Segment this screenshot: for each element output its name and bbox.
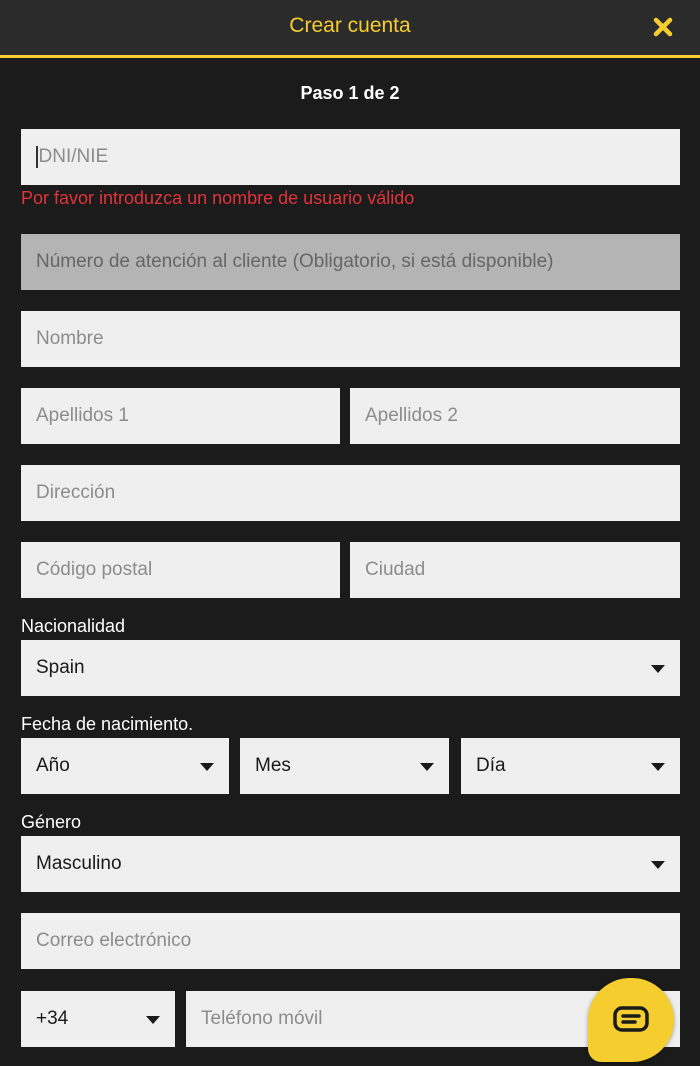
phone-prefix-value: +34 (36, 1008, 69, 1029)
page-title: Crear cuenta (289, 14, 411, 37)
ciudad-placeholder: Ciudad (365, 559, 426, 580)
dia-select[interactable] (461, 738, 680, 794)
apellidos1-placeholder: Apellidos 1 (36, 405, 129, 426)
direccion-placeholder: Dirección (36, 482, 116, 503)
dni-input[interactable] (21, 129, 680, 185)
chat-icon (613, 1006, 649, 1034)
fecha-nacimiento-label: Fecha de nacimiento. (21, 714, 194, 734)
direccion-input[interactable] (21, 465, 680, 521)
chevron-down-icon (651, 763, 665, 771)
chevron-down-icon (651, 665, 665, 673)
close-button[interactable] (648, 12, 678, 42)
nacionalidad-select[interactable] (21, 640, 680, 696)
anio-select[interactable] (21, 738, 229, 794)
genero-select[interactable] (21, 836, 680, 892)
nacionalidad-value: Spain (36, 657, 85, 678)
apellidos2-placeholder: Apellidos 2 (365, 405, 458, 426)
codigo-postal-placeholder: Código postal (36, 559, 153, 580)
phone-prefix-select[interactable] (21, 991, 175, 1047)
dni-error-message: Por favor introduzca un nombre de usuario válido (21, 188, 415, 208)
mes-value: Mes (255, 755, 291, 776)
customer-number-placeholder: Número de atención al cliente (Obligatorio, si está disponible) (36, 251, 554, 272)
nombre-input[interactable] (21, 311, 680, 367)
apellidos1-input[interactable] (21, 388, 340, 444)
genero-label: Género (21, 812, 82, 832)
chevron-down-icon (146, 1016, 160, 1024)
mes-select[interactable] (240, 738, 449, 794)
text-caret (36, 146, 38, 168)
anio-value: Año (36, 755, 70, 776)
email-input[interactable] (21, 913, 680, 969)
apellidos2-input[interactable] (350, 388, 680, 444)
nombre-placeholder: Nombre (36, 328, 104, 349)
step-indicator: Paso 1 de 2 (300, 83, 400, 103)
chevron-down-icon (651, 861, 665, 869)
dni-placeholder: DNI/NIE (38, 146, 109, 167)
genero-value: Masculino (36, 853, 122, 874)
chevron-down-icon (200, 763, 214, 771)
chat-button[interactable] (588, 978, 674, 1062)
close-icon (653, 17, 673, 37)
email-placeholder: Correo electrónico (36, 930, 192, 951)
chevron-down-icon (420, 763, 434, 771)
header (0, 0, 700, 58)
dia-value: Día (476, 755, 506, 776)
customer-number-input[interactable] (21, 234, 680, 290)
telefono-placeholder: Teléfono móvil (201, 1008, 323, 1029)
ciudad-input[interactable] (350, 542, 680, 598)
codigo-postal-input[interactable] (21, 542, 340, 598)
nacionalidad-label: Nacionalidad (21, 616, 126, 636)
